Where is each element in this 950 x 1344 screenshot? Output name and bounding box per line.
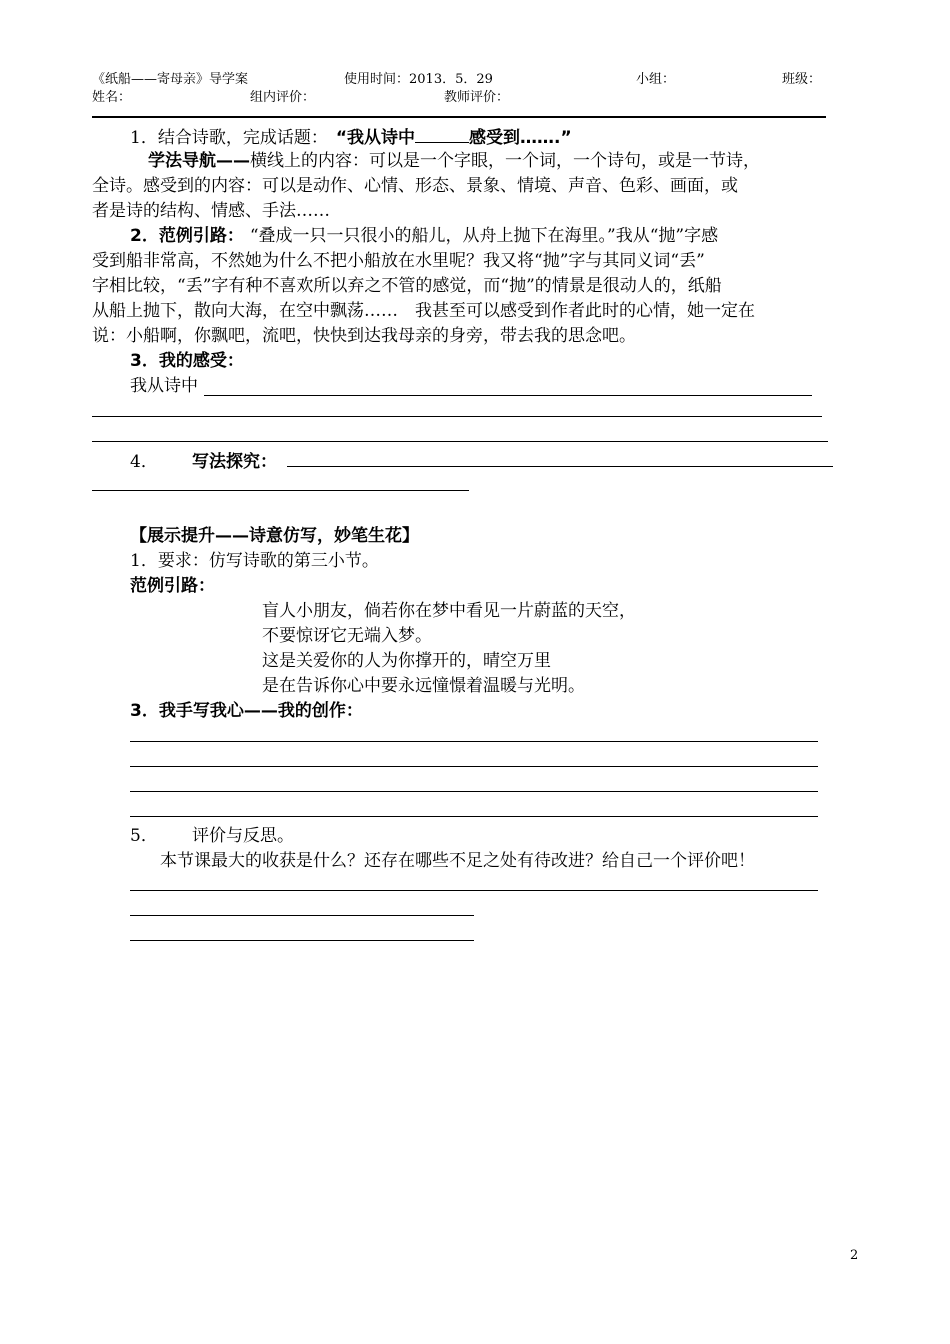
- guide-line-3: 者是诗的结构、情感、手法……: [92, 201, 330, 221]
- section-heading: 【展示提升——诗意仿写，妙笔生花】: [130, 526, 419, 546]
- creation-line-4[interactable]: [130, 816, 818, 817]
- teacher-eval-label: 教师评价：: [444, 90, 510, 105]
- q1-prefix: 1．结合诗歌，完成话题：: [130, 128, 328, 148]
- name-label: 姓名：: [92, 90, 132, 105]
- poem-line-3: 这是关爱你的人为你撑开的，晴空万里: [262, 651, 551, 671]
- q2-line-5: 说：小船啊，你飘吧，流吧，快快到达我母亲的身旁，带去我的思念吧。: [92, 326, 636, 346]
- reflect-prompt: 本节课最大的收获是什么？还存在哪些不足之处有待改进？给自己一个评价吧！: [160, 851, 755, 871]
- q2-line-2: 受到船非常高，不然她为什么不把小船放在水里呢？我又将“抛”字与其同义词“丢”: [92, 251, 705, 271]
- page-number: 2: [850, 1248, 859, 1263]
- q2-label: 2．范例引路：: [130, 226, 244, 246]
- q3-answer-line-1[interactable]: [204, 395, 812, 396]
- q1-blank: [415, 124, 469, 143]
- q3-answer-line-2[interactable]: [92, 416, 822, 417]
- header-rule: [92, 116, 826, 118]
- guide-line-1: 学法导航——横线上的内容：可以是一个字眼，一个词，一个诗句，或是一节诗，: [148, 151, 760, 171]
- q4-answer-line-1[interactable]: [287, 466, 833, 467]
- reflect-line-3[interactable]: [130, 940, 474, 941]
- peer-eval-label: 组内评价：: [250, 90, 316, 105]
- q3-start: 我从诗中: [130, 376, 198, 396]
- q3-label: 3．我的感受：: [130, 351, 244, 371]
- creation-line-3[interactable]: [130, 791, 818, 792]
- example-label: 范例引路：: [130, 576, 215, 596]
- q2-line-4: 从船上抛下，散向大海，在空中飘荡…… 我甚至可以感受到作者此时的心情，她一定在: [92, 301, 755, 321]
- requirement: 1．要求：仿写诗歌的第三小节。: [130, 551, 379, 571]
- q4-answer-line-2[interactable]: [92, 490, 469, 491]
- doc-title: 《纸船——寄母亲》导学案: [92, 72, 249, 87]
- poem-line-2: 不要惊讶它无端入梦。: [262, 626, 432, 646]
- q2-line-3: 字相比较，“丢”字有种不喜欢所以弃之不管的感觉，而“抛”的情景是很动人的，纸船: [92, 276, 722, 296]
- q4-label: 写法探究：: [192, 452, 277, 472]
- poem-line-4: 是在告诉你心中要永远憧憬着温暖与光明。: [262, 676, 585, 696]
- q1-topic-start: “我从诗中: [335, 128, 416, 148]
- creation-label: 3．我手写我心——我的创作：: [130, 701, 363, 721]
- reflect-title: 评价与反思。: [192, 826, 294, 846]
- reflect-number: 5．: [130, 826, 158, 846]
- guide-label: 学法导航——: [148, 151, 250, 171]
- reflect-line-2[interactable]: [130, 915, 474, 916]
- question-1: [130, 124, 572, 151]
- q3-answer-line-3[interactable]: [92, 441, 828, 442]
- poem-line-1: 盲人小朋友，倘若你在梦中看见一片蔚蓝的天空，: [262, 601, 636, 621]
- usage-date: 使用时间：2013．5．29: [344, 72, 493, 87]
- creation-line-2[interactable]: [130, 766, 818, 767]
- class-label: 班级：: [782, 72, 822, 87]
- guide-line-2: 全诗。感受到的内容：可以是动作、心情、形态、景象、情境、声音、色彩、画面，或: [92, 176, 738, 196]
- reflect-line-1[interactable]: [130, 890, 818, 891]
- q2-line-1: 2．范例引路： “叠成一只一只很小的船儿，从舟上抛下在海里。”我从“抛”字感: [130, 226, 719, 246]
- q1-topic-end: 感受到…….”: [469, 128, 572, 148]
- creation-line-1[interactable]: [130, 741, 818, 742]
- q4-number: 4．: [130, 452, 158, 472]
- group-label: 小组：: [636, 72, 676, 87]
